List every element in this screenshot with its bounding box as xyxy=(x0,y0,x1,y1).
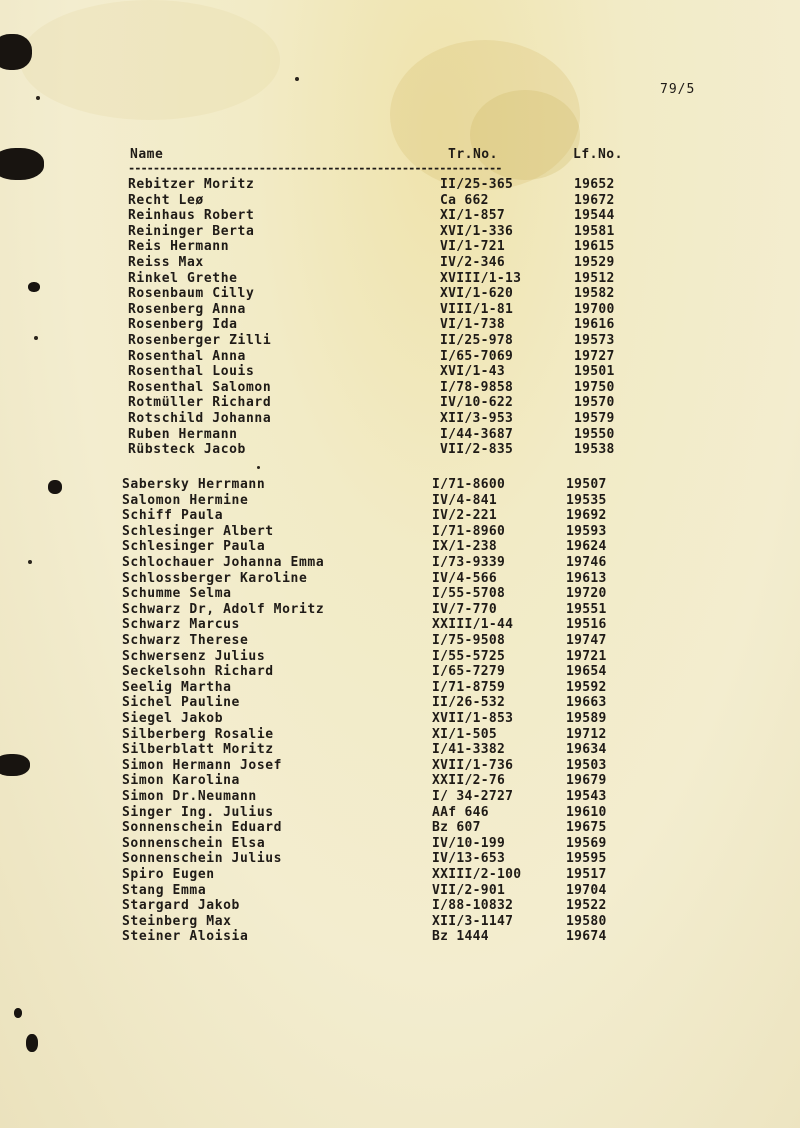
person-name: Reininger Berta xyxy=(128,223,255,239)
person-name: Reinhaus Robert xyxy=(128,208,255,224)
list-number: 19538 xyxy=(574,442,615,458)
person-name: Schumme Selma xyxy=(122,586,232,602)
punch-hole-mark xyxy=(14,1008,22,1018)
transport-number: Bz 1444 xyxy=(432,929,489,945)
person-name: Rosenthal Louis xyxy=(128,364,255,380)
punch-hole-mark xyxy=(0,148,44,180)
transport-number: XVI/1-336 xyxy=(440,223,514,239)
list-number: 19634 xyxy=(566,742,607,758)
transport-number: I/55-5708 xyxy=(432,586,506,602)
person-name: Reis Hermann xyxy=(128,239,230,255)
person-name: Rosenberg Ida xyxy=(128,317,238,333)
person-name: Simon Dr.Neumann xyxy=(122,789,257,804)
transport-number: XVI/1-620 xyxy=(440,286,514,302)
list-number: 19573 xyxy=(574,333,615,348)
punch-hole-mark xyxy=(0,754,30,776)
ink-speck xyxy=(295,77,299,81)
transport-number: IV/2-221 xyxy=(432,508,498,524)
transport-number: IV/10-622 xyxy=(440,395,514,411)
transport-number: I/78-9858 xyxy=(440,379,514,395)
person-name: Rosenbaum Cilly xyxy=(128,286,255,302)
person-name: Rosenthal Anna xyxy=(128,348,246,364)
person-name: Simon Karolina xyxy=(122,773,240,789)
transport-number: VII/2-835 xyxy=(440,442,514,458)
transport-number: I/41-3382 xyxy=(432,742,506,758)
list-number: 19613 xyxy=(566,570,607,586)
transport-number: I/71-8960 xyxy=(432,523,506,539)
list-number: 19550 xyxy=(574,426,615,442)
list-number: 19592 xyxy=(566,679,607,695)
list-number: 19675 xyxy=(566,820,607,836)
header-separator: ------------------------------------------------------------ xyxy=(128,161,502,175)
person-name: Schlesinger Paula xyxy=(122,539,266,555)
person-name: Schlossberger Karoline xyxy=(122,570,308,586)
transport-number: XXII/2-76 xyxy=(432,773,506,789)
ink-speck xyxy=(34,336,38,340)
person-name: Rotmüller Richard xyxy=(128,395,272,411)
list-number: 19589 xyxy=(566,711,607,726)
person-name: Rebitzer Moritz xyxy=(128,177,255,192)
person-name: Siegel Jakob xyxy=(122,711,224,726)
list-number: 19529 xyxy=(574,255,615,270)
person-name: Sabersky Herrmann xyxy=(122,477,266,492)
person-name: Seelig Martha xyxy=(122,679,232,695)
punch-hole-mark xyxy=(0,34,32,70)
list-number: 19750 xyxy=(574,379,615,395)
transport-number: II/26-532 xyxy=(432,695,506,711)
list-number: 19615 xyxy=(574,239,615,255)
punch-hole-mark xyxy=(28,282,40,292)
list-number: 19580 xyxy=(566,913,607,929)
transport-number: XII/3-1147 xyxy=(432,913,514,929)
transport-number: II/25-365 xyxy=(440,177,514,192)
transport-number: VIII/1-81 xyxy=(440,301,514,317)
person-name: Sonnenschein Elsa xyxy=(122,835,266,851)
person-name: Stargard Jakob xyxy=(122,898,240,914)
name-column-header: Name xyxy=(130,147,164,162)
list-number: 19501 xyxy=(574,364,615,380)
transport-number: VI/1-721 xyxy=(440,239,506,255)
ink-speck xyxy=(36,96,40,100)
person-name: Sichel Pauline xyxy=(122,695,240,711)
person-name: Rotschild Johanna xyxy=(128,411,272,426)
person-name: Schwersenz Julius xyxy=(122,648,266,664)
list-number: 19503 xyxy=(566,757,607,773)
transport-number: I/65-7069 xyxy=(440,348,514,364)
person-name: Steiner Aloisia xyxy=(122,929,249,945)
list-number: 19727 xyxy=(574,348,615,364)
list-number: 19579 xyxy=(574,411,615,426)
list-number: 19747 xyxy=(566,633,607,648)
transport-number: I/71-8759 xyxy=(432,679,506,695)
ink-speck xyxy=(28,560,32,564)
person-name: Recht Leø xyxy=(128,192,204,208)
transport-number: IV/4-566 xyxy=(432,570,498,586)
transport-number: IX/1-238 xyxy=(432,539,498,555)
list-number: 19624 xyxy=(566,539,607,555)
list-number: 19593 xyxy=(566,523,607,539)
transport-number: IV/7-770 xyxy=(432,601,498,617)
transport-number: XXIII/2-100 xyxy=(432,867,522,882)
list-number: 19517 xyxy=(566,867,607,882)
list-number: 19616 xyxy=(574,317,615,333)
list-number: 19652 xyxy=(574,177,615,192)
list-number: 19672 xyxy=(574,192,615,208)
person-name: Schwarz Marcus xyxy=(122,617,240,633)
transport-number: I/88-10832 xyxy=(432,898,514,914)
page-number: 79/5 xyxy=(660,82,696,97)
transport-number: VI/1-738 xyxy=(440,317,506,333)
list-number: 19700 xyxy=(574,301,615,317)
person-name: Schlochauer Johanna Emma xyxy=(122,555,325,570)
transport-number: XI/1-505 xyxy=(432,726,498,742)
transport-number: XII/3-953 xyxy=(440,411,514,426)
transport-number: XXIII/1-44 xyxy=(432,617,514,633)
person-name: Spiro Eugen xyxy=(122,867,215,882)
lf-no-column-header: Lf.No. xyxy=(573,147,623,162)
tr-no-column-header: Tr.No. xyxy=(448,147,498,162)
ink-speck xyxy=(257,466,260,469)
transport-number: I/75-9508 xyxy=(432,633,506,648)
person-name: Schlesinger Albert xyxy=(122,523,274,539)
person-name: Salomon Hermine xyxy=(122,492,249,508)
transport-number: I/65-7279 xyxy=(432,664,506,680)
list-number: 19543 xyxy=(566,789,607,804)
list-number: 19535 xyxy=(566,492,607,508)
person-name: Steinberg Max xyxy=(122,913,232,929)
list-number: 19507 xyxy=(566,477,607,492)
person-name: Reiss Max xyxy=(128,255,204,270)
transport-number: XVI/1-43 xyxy=(440,364,506,380)
transport-number: IV/13-653 xyxy=(432,851,506,867)
list-number: 19522 xyxy=(566,898,607,914)
list-number: 19704 xyxy=(566,882,607,898)
person-name: Stang Emma xyxy=(122,882,207,898)
list-number: 19551 xyxy=(566,601,607,617)
person-name: Silberberg Rosalie xyxy=(122,726,274,742)
transport-number: I/55-5725 xyxy=(432,648,506,664)
transport-number: Bz 607 xyxy=(432,820,481,836)
person-name: Rosenberger Zilli xyxy=(128,333,272,348)
person-name: Ruben Hermann xyxy=(128,426,238,442)
person-name: Seckelsohn Richard xyxy=(122,664,274,680)
list-number: 19712 xyxy=(566,726,607,742)
list-number: 19654 xyxy=(566,664,607,680)
person-name: Rinkel Grethe xyxy=(128,270,238,286)
list-number: 19544 xyxy=(574,208,615,224)
list-number: 19512 xyxy=(574,270,615,286)
person-name: Rosenthal Salomon xyxy=(128,379,272,395)
person-name: Simon Hermann Josef xyxy=(122,757,283,773)
transport-number: IV/10-199 xyxy=(432,835,506,851)
transport-number: IV/2-346 xyxy=(440,255,506,270)
list-number: 19721 xyxy=(566,648,607,664)
punch-hole-mark xyxy=(48,480,62,494)
person-name: Schwarz Therese xyxy=(122,633,249,648)
list-number: 19569 xyxy=(566,835,607,851)
transport-number: I/44-3687 xyxy=(440,426,514,442)
punch-hole-mark xyxy=(26,1034,38,1052)
list-number: 19692 xyxy=(566,508,607,524)
person-name: Rübsteck Jacob xyxy=(128,442,246,458)
transport-number: I/73-9339 xyxy=(432,555,506,570)
transport-number: IV/4-841 xyxy=(432,492,498,508)
list-number: 19679 xyxy=(566,773,607,789)
list-number: 19746 xyxy=(566,555,607,570)
transport-number: I/71-8600 xyxy=(432,477,506,492)
person-name: Schiff Paula xyxy=(122,508,224,524)
transport-number: VII/2-901 xyxy=(432,882,506,898)
paper-stain xyxy=(20,0,280,120)
list-number: 19516 xyxy=(566,617,607,633)
list-number: 19581 xyxy=(574,223,615,239)
list-number: 19674 xyxy=(566,929,607,945)
transport-number: XVIII/1-13 xyxy=(440,270,522,286)
transport-number: XVII/1-853 xyxy=(432,711,514,726)
list-number: 19610 xyxy=(566,804,607,820)
transport-number: XI/1-857 xyxy=(440,208,506,224)
transport-number: AAf 646 xyxy=(432,804,489,820)
person-name: Singer Ing. Julius xyxy=(122,804,274,820)
transport-number: I/ 34-2727 xyxy=(432,789,514,804)
person-name: Sonnenschein Eduard xyxy=(122,820,283,836)
transport-number: II/25-978 xyxy=(440,333,514,348)
list-number: 19720 xyxy=(566,586,607,602)
person-name: Rosenberg Anna xyxy=(128,301,246,317)
list-number: 19663 xyxy=(566,695,607,711)
person-name: Silberblatt Moritz xyxy=(122,742,274,758)
transport-number: XVII/1-736 xyxy=(432,757,514,773)
transport-number: Ca 662 xyxy=(440,192,489,208)
list-number: 19570 xyxy=(574,395,615,411)
person-name: Schwarz Dr, Adolf Moritz xyxy=(122,601,325,617)
list-number: 19595 xyxy=(566,851,607,867)
person-name: Sonnenschein Julius xyxy=(122,851,283,867)
list-number: 19582 xyxy=(574,286,615,302)
